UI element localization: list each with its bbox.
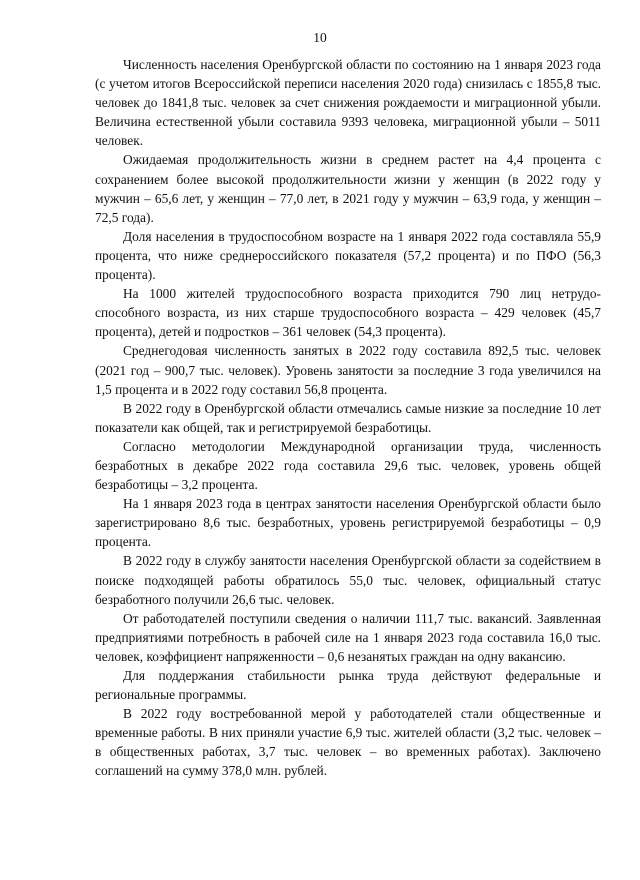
paragraph-life-expectancy: Ожидаемая продолжительность жизни в среднем растет на 4,4 процента с сохранением более высокой продолжительности жизни у женщин (в 2022 году у мужчин – 65,6 лет, у женщин – 77,0 лет, в 2021 году у мужчин – 63,9 года, у женщин – 72,5 года). — [95, 152, 601, 225]
paragraph-unemployment-lows: В 2022 году в Оренбургской области отмечались самые низкие за последние 10 лет показатели как общей, так и регистрируемой безработицы. — [95, 400, 601, 435]
paragraph-employment: Среднегодовая численность занятых в 2022 году составила 892,5 тыс. человек (2021 год – 900,7 тыс. человек). Уровень занятости за последние 3 года увеличился на 1,5 процента и в 2022 году составил 56,8 процента. — [95, 343, 601, 397]
paragraph-registered-unemployed: На 1 января 2023 года в центрах занятости населения Оренбургской области было зарегистрировано 8,6 тыс. безработных, уровень регистрируемой безработицы – 0,9 процента. — [95, 496, 601, 550]
paragraph-public-works: В 2022 году востребованной мерой у работодателей стали общественные и временные работы. В них приняли участие 6,9 тыс. жителей области (3,2 тыс. человек – в общественных работах, 3,7 тыс. человек – во временных работах). Заключено соглашений на сумму 378,0 млн. рублей. — [95, 706, 601, 779]
document-body — [95, 55, 601, 781]
paragraph-dependency: На 1000 жителей трудоспособного возраста приходится 790 лиц нетрудоспособного возраста, из них старше трудоспособного возраста – 429 человек (45,7 процента), детей и подростков – 361 человек (54,3 процента). — [95, 286, 601, 340]
paragraph-population: Численность населения Оренбургской области по состоянию на 1 января 2023 года (с учетом итогов Всероссийской переписи населения 2020 года) снизилась с 1855,8 тыс. человек до 1841,8 тыс. человек за счет снижения рождаемости и миграционной убыли. Величина естественной убыли составила 9393 человека, миграционной убыли – 5011 человек. — [95, 57, 601, 149]
paragraph-ilo-unemployment: Согласно методологии Международной организации труда, численность безработных в декабре 2022 года составила 29,6 тыс. человек, уровень общей безработицы – 3,2 процента. — [95, 438, 601, 493]
page-number: 10 — [313, 30, 327, 45]
paragraph-programs: Для поддержания стабильности рынка труда действуют федеральные и региональные программы. — [95, 668, 601, 703]
paragraph-working-age-share: Доля населения в трудоспособном возрасте на 1 января 2022 года составляла 55,9 процента, что ниже среднероссийского показателя (57,2 процента) и по ПФО (56,3 процента). — [95, 228, 601, 283]
paragraph-employment-service: В 2022 году в службу занятости населения Оренбургской области за содействием в поиске подходящей работы обратилось 55,0 тыс. человек, официальный статус безработного получили 26,6 тыс. человек. — [95, 553, 601, 607]
paragraph-vacancies: От работодателей поступили сведения о наличии 111,7 тыс. вакансий. Заявленная предприятиями потребность в рабочей силе на 1 января 2023 года составила 16,0 тыс. человек, коэффициент напряженности – 0,6 незанятых граждан на одну вакансию. — [95, 610, 601, 664]
